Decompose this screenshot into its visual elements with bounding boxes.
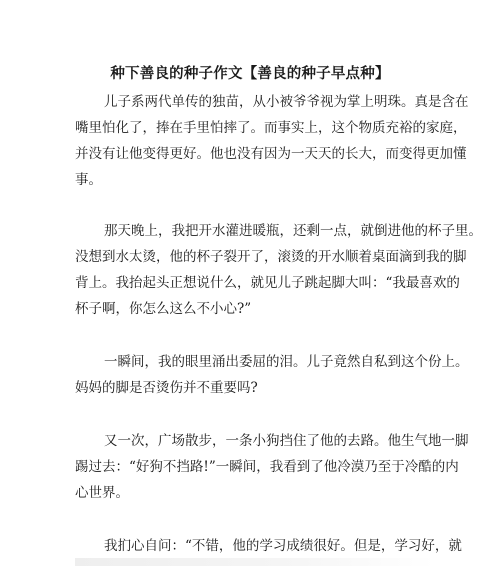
- paragraph-1-line-1: 儿子系两代单传的独苗，从小被爷爷视为掌上明珠。真是含在: [104, 94, 469, 110]
- paragraph-4-line-1: 又一次，广场散步，一条小狗挡住了他的去路。他生气地一脚: [104, 433, 469, 449]
- paragraph-2-line-3: 背上。我抬起头正想说什么，就见儿子跳起脚大叫：“我最喜欢的: [75, 275, 460, 291]
- paragraph-3-line-1: 一瞬间，我的眼里涌出委屈的泪。儿子竟然自私到这个份上。: [104, 354, 469, 370]
- paragraph-4-line-2: 踢过去：“好狗不挡路!”一瞬间，我看到了他冷漠乃至于冷酷的内: [75, 459, 459, 475]
- paragraph-3-line-2: 妈妈的脚是否烫伤并不重要吗?: [75, 380, 258, 396]
- paragraph-4-line-3: 心世界。: [75, 485, 129, 501]
- document-title: 种下善良的种子作文【善良的种子早点种】: [110, 65, 390, 82]
- paragraph-1-line-4: 事。: [75, 172, 102, 188]
- paragraph-2-line-1: 那天晚上，我把开水灌进暖瓶，还剩一点，就倒进他的杯子里。: [104, 223, 482, 239]
- paragraph-1-line-2: 嘴里怕化了，捧在手里怕摔了。而事实上，这个物质充裕的家庭，: [75, 120, 467, 136]
- paragraph-5-line-1: 我扪心自问：“不错，他的学习成绩很好。但是，学习好，就: [104, 538, 462, 554]
- paragraph-2-line-4: 杯子啊，你怎么这么不小心?”: [75, 301, 252, 317]
- cut-off-text-row: [75, 558, 435, 566]
- paragraph-2-line-2: 没想到水太烫，他的杯子裂开了，滚烫的开水顺着桌面滴到我的脚: [75, 249, 467, 265]
- paragraph-1-line-3: 并没有让他变得更好。他也没有因为一天天的长大，而变得更加懂: [75, 146, 467, 162]
